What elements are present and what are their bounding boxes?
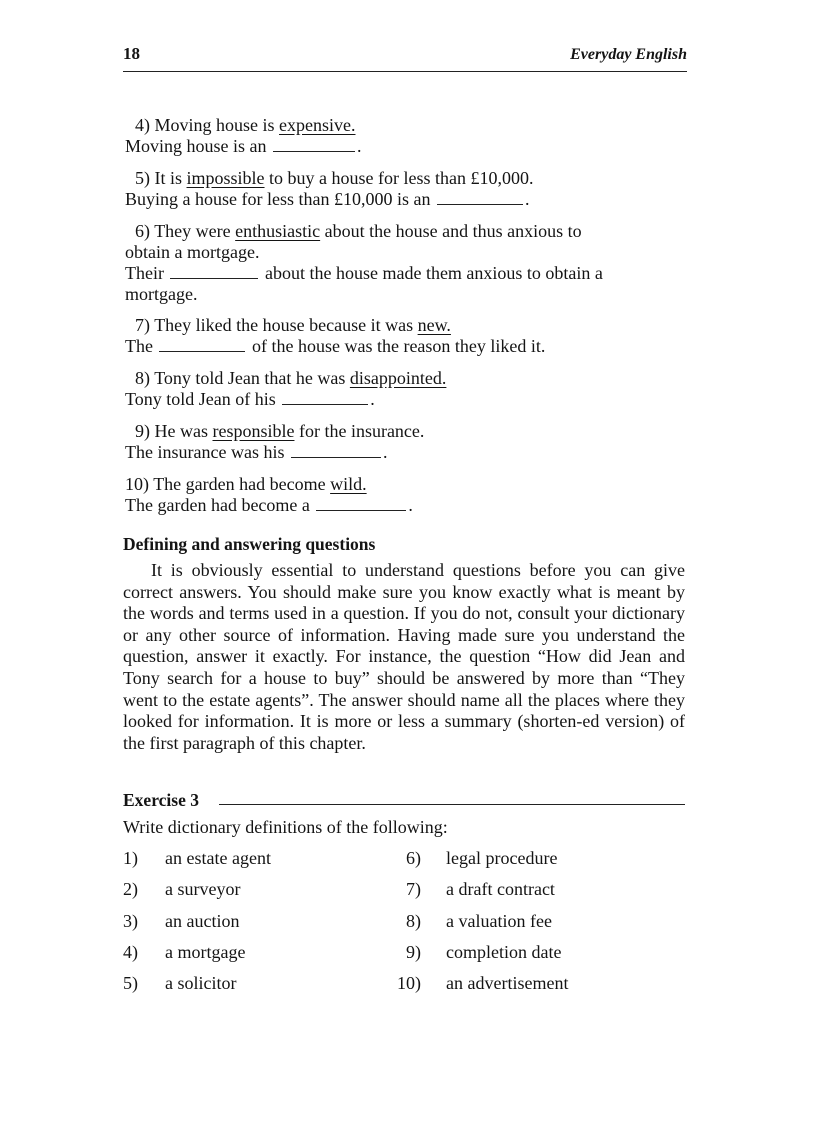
exercise-item-6-sentence: 6) They were enthusiastic about the house and thus anxious to	[135, 221, 582, 241]
exercise-item-5-sentence: 5) It is impossible to buy a house for less than £10,000.	[135, 168, 534, 188]
exercise-item-6-answer-continuation: mortgage.	[125, 284, 198, 304]
exercise-item-4-answer: Moving house is an .	[125, 136, 362, 156]
running-title: Everyday English	[570, 46, 687, 63]
list-item: 4) a mortgage 9) completion date	[123, 941, 562, 962]
section-paragraph: It is obviously essential to understand questions before you can give correct answers. You should make sure you know exactly what is meant by the words and terms used in a question. If you do not, consult your dictionary or any other source of information. Having made sure you understand the question, answer it exactly. For instance, the question “How did Jean and Tony search for a house to buy” should be answered by more than “They went to the estate agents”. The answer should name all the places where they looked for information. It is more or less a summary (shorten-ed version) of the first paragraph of this chapter.	[123, 560, 685, 753]
list-item: 5) a solicitor 10) an advertisement	[123, 973, 569, 994]
exercise-rule	[219, 804, 685, 805]
exercise-item-10-answer: The garden had become a .	[125, 495, 413, 515]
target-word: wild.	[330, 474, 367, 494]
exercise-label: Exercise 3	[123, 790, 199, 810]
exercise-item-6-answer: Their about the house made them anxious to obtain a	[125, 263, 603, 283]
exercise-item-5-answer: Buying a house for less than £10,000 is an .	[125, 189, 530, 209]
answer-blank[interactable]	[291, 443, 381, 458]
target-word: enthusiastic	[235, 221, 321, 241]
header-rule	[123, 71, 687, 72]
list-item: 2) a surveyor 7) a draft contract	[123, 879, 555, 900]
target-word: impossible	[186, 168, 265, 188]
answer-blank[interactable]	[273, 137, 355, 152]
answer-blank[interactable]	[159, 337, 245, 352]
answer-blank[interactable]	[437, 190, 523, 205]
target-word: responsible	[212, 421, 295, 441]
answer-blank[interactable]	[282, 390, 368, 405]
exercise-3-heading	[123, 790, 685, 812]
target-word: expensive.	[279, 115, 356, 135]
list-item: 1) an estate agent 6) legal procedure	[123, 848, 558, 868]
exercise-item-4-sentence: 4) Moving house is expensive.	[135, 115, 356, 135]
exercise-item-8-answer: Tony told Jean of his .	[125, 389, 375, 409]
exercise-item-7-sentence: 7) They liked the house because it was new.	[135, 315, 451, 335]
exercise-instruction: Write dictionary definitions of the following:	[123, 817, 448, 837]
page-number: 18	[123, 44, 140, 63]
list-item: 3) an auction 8) a valuation fee	[123, 910, 552, 931]
term-list	[123, 848, 663, 1004]
target-word: disappointed.	[349, 368, 447, 388]
answer-blank[interactable]	[170, 264, 258, 279]
answer-blank[interactable]	[316, 496, 406, 511]
exercise-item-9-answer: The insurance was his .	[125, 442, 388, 462]
exercise-item-9-sentence: 9) He was responsible for the insurance.	[135, 421, 425, 441]
exercise-item-10-sentence: 10) The garden had become wild.	[125, 474, 367, 494]
exercise-item-8-sentence: 8) Tony told Jean that he was disappointed.	[135, 368, 447, 388]
section-heading: Defining and answering questions	[123, 534, 376, 554]
exercise-item-6-continuation: obtain a mortgage.	[125, 242, 260, 262]
page-header	[123, 44, 687, 68]
target-word: new.	[417, 315, 451, 335]
exercise-item-7-answer: The of the house was the reason they liked it.	[125, 336, 546, 356]
